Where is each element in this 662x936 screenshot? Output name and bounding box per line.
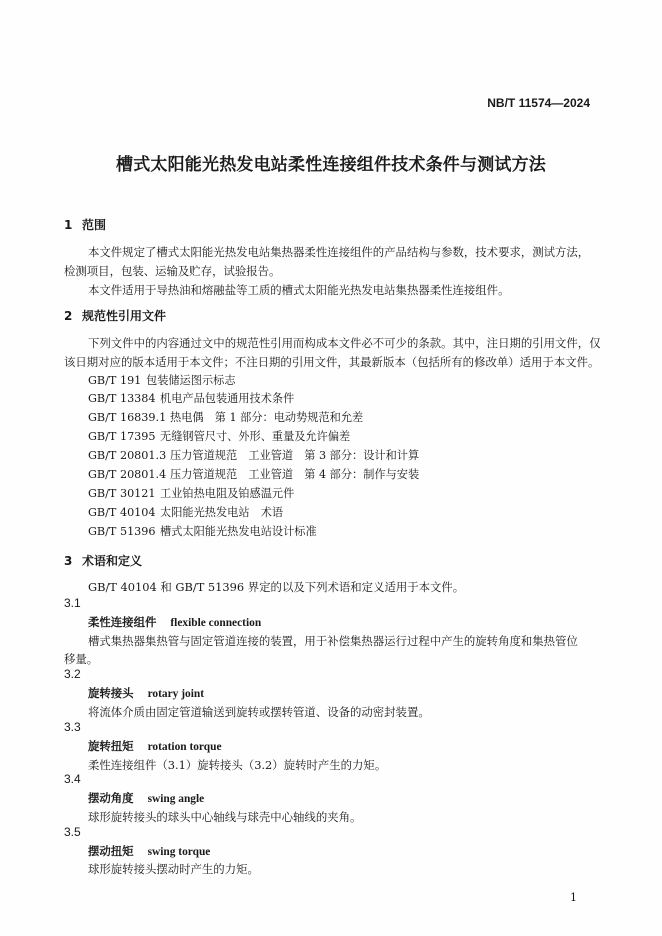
refs-intro-cont: 该日期对应的版本适用于本文件；不注日期的引用文件，其最新版本（包括所有的修改单）适用于本文件。	[64, 355, 600, 369]
standard-number: NB/T 11574—2024	[487, 96, 590, 110]
reference-title: 槽式太阳能光热发电站设计标准	[160, 525, 317, 538]
reference-item	[88, 523, 317, 539]
term-number: 3.2	[64, 667, 81, 681]
reference-item	[88, 504, 283, 520]
section-title: 术语和定义	[82, 554, 143, 568]
reference-item	[88, 428, 350, 444]
term-definition-cont: 移量。	[64, 652, 99, 666]
reference-item	[88, 447, 419, 463]
reference-item	[88, 372, 236, 388]
term-definition: 将流体介质由固定管道输送到旋转或摆转管道、设备的动密封装置。	[88, 705, 430, 719]
term-number: 3.3	[64, 720, 81, 734]
term-en: swing torque	[147, 846, 211, 858]
term-zh: 摆动扭矩	[88, 844, 134, 858]
reference-code: GB/T 30121	[88, 487, 156, 500]
terms-intro: GB/T 40104 和 GB/T 51396 界定的以及下列术语和定义适用于本文件。	[88, 580, 465, 594]
section-title: 范围	[82, 218, 107, 232]
term-zh: 旋转扭矩	[88, 739, 134, 753]
document-title: 槽式太阳能光热发电站柔性连接组件技术条件与测试方法	[116, 155, 546, 175]
reference-title: 工业铂热电阻及铂感温元件	[160, 487, 295, 500]
section-heading-terms	[64, 552, 142, 569]
reference-title: 热电偶 第 1 部分：电动势规范和允差	[170, 411, 364, 424]
reference-item	[88, 466, 419, 482]
reference-code: GB/T 191	[88, 374, 142, 387]
term-en: swing angle	[147, 793, 205, 805]
section-number: 3	[64, 554, 73, 568]
reference-item	[88, 390, 294, 406]
term-number: 3.5	[64, 825, 81, 839]
reference-title: 太阳能光热发电站 术语	[160, 506, 284, 519]
reference-title: 机电产品包装通用技术条件	[160, 392, 295, 405]
scope-paragraph-1: 本文件规定了槽式太阳能光热发电站集热器柔性连接组件的产品结构与参数，技术要求，测试方法，	[88, 245, 590, 259]
scope-paragraph-1-cont: 检测项目，包装、运输及贮存，试验报告。	[64, 264, 281, 278]
reference-title: 无缝钢管尺寸、外形、重量及允许偏差	[160, 430, 351, 443]
term-number: 3.4	[64, 772, 81, 786]
term-heading	[88, 843, 210, 859]
term-zh: 柔性连接组件	[88, 615, 157, 629]
reference-title: 包装储运图示标志	[146, 374, 236, 387]
term-number: 3.1	[64, 596, 81, 610]
reference-title: 压力管道规范 工业管道 第 3 部分：设计和计算	[170, 449, 420, 462]
reference-code: GB/T 16839.1	[88, 411, 167, 424]
term-zh: 旋转接头	[88, 686, 134, 700]
reference-code: GB/T 20801.3	[88, 449, 167, 462]
section-heading-refs	[64, 307, 166, 324]
term-en: flexible connection	[170, 617, 262, 629]
section-number: 1	[64, 218, 73, 232]
section-heading-scope	[64, 216, 106, 233]
reference-item	[88, 409, 363, 425]
section-number: 2	[64, 309, 73, 323]
term-heading	[88, 790, 204, 806]
term-en: rotation torque	[147, 741, 222, 753]
term-definition: 球形旋转接头的球头中心轴线与球壳中心轴线的夹角。	[88, 810, 362, 824]
scope-paragraph-2: 本文件适用于导热油和熔融盐等工质的槽式太阳能光热发电站集热器柔性连接组件。	[88, 283, 510, 297]
reference-code: GB/T 17395	[88, 430, 156, 443]
reference-code: GB/T 13384	[88, 392, 156, 405]
term-definition: 柔性连接组件（3.1）旋转接头（3.2）旋转时产生的力矩。	[88, 758, 387, 772]
section-title: 规范性引用文件	[82, 309, 167, 323]
reference-code: GB/T 51396	[88, 525, 156, 538]
term-definition: 球形旋转接头摆动时产生的力矩。	[88, 862, 259, 876]
refs-intro: 下列文件中的内容通过文中的规范性引用而构成本文件必不可少的条款。其中，注日期的引用文件，仅	[88, 336, 601, 350]
term-en: rotary joint	[147, 688, 204, 700]
term-definition: 槽式集热器集热管与固定管道连接的装置，用于补偿集热器运行过程中产生的旋转角度和集热管位	[88, 634, 578, 648]
term-zh: 摆动角度	[88, 791, 134, 805]
page-number: 1	[570, 891, 577, 904]
reference-code: GB/T 40104	[88, 506, 156, 519]
term-heading	[88, 738, 222, 754]
reference-code: GB/T 20801.4	[88, 468, 167, 481]
term-heading	[88, 614, 261, 630]
term-heading	[88, 685, 204, 701]
reference-item	[88, 485, 294, 501]
reference-title: 压力管道规范 工业管道 第 4 部分：制作与安装	[170, 468, 420, 481]
